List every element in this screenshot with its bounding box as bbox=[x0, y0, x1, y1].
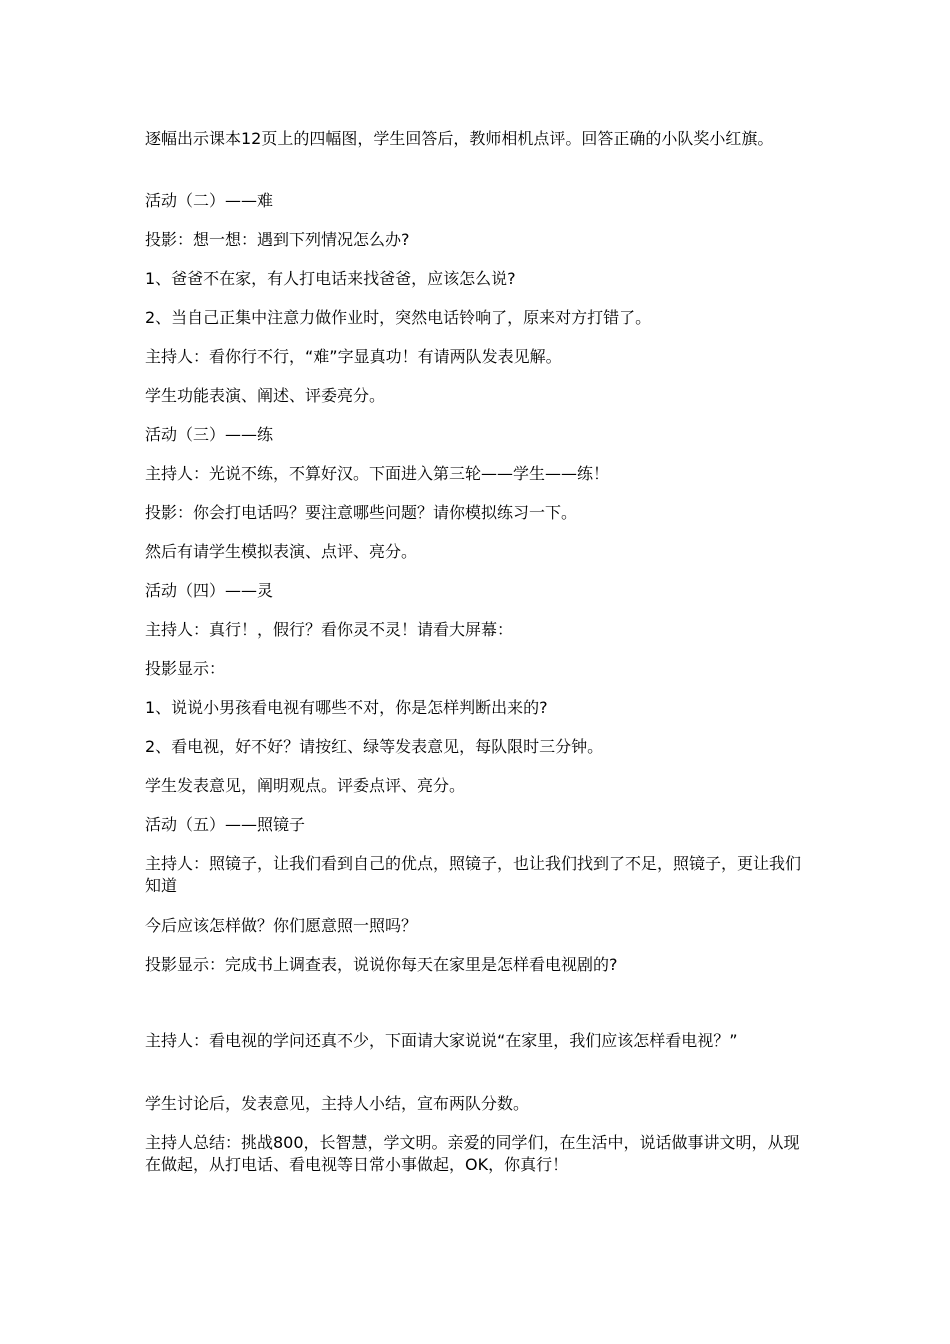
paragraph-student-performance: 学生功能表演、阐述、评委亮分。 bbox=[145, 386, 386, 405]
paragraph-projection-display: 投影显示： bbox=[145, 659, 226, 678]
paragraph-student-opinion: 学生发表意见，阐明观点。评委点评、亮分。 bbox=[145, 776, 466, 795]
list-item-2: 2、当自己正集中注意力做作业时，突然电话铃响了，原来对方打错了。 bbox=[145, 308, 652, 327]
heading-activity-2: 活动（二）——难 bbox=[145, 191, 274, 210]
paragraph-textbook-images: 逐幅出示课本12页上的四幅图，学生回答后，教师相机点评。回答正确的小队奖小红旗。 bbox=[145, 129, 774, 148]
paragraph-host-screen: 主持人：真行！，假行？看你灵不灵！请看大屏幕： bbox=[145, 620, 514, 639]
heading-activity-5: 活动（五）——照镜子 bbox=[145, 815, 306, 834]
paragraph-host-summary: 主持人总结：挑战800，长智慧，学文明。亲爱的同学们，在生活中，说话做事讲文明，从现在做起，从打电话、看电视等日常小事做起，OK，你真行！ bbox=[145, 1133, 800, 1174]
paragraph-student-discussion: 学生讨论后，发表意见，主持人小结，宣布两队分数。 bbox=[145, 1094, 530, 1113]
paragraph-host-practice: 主持人：光说不练，不算好汉。下面进入第三轮——学生——练！ bbox=[145, 464, 610, 483]
list-item-tv-2: 2、看电视，好不好？请按红、绿等发表意见，每队限时三分钟。 bbox=[145, 737, 604, 756]
paragraph-host-tv-knowledge: 主持人：看电视的学问还真不少，下面请大家说说“在家里，我们应该怎样看电视？” bbox=[145, 1031, 738, 1050]
paragraph-projection-phone: 投影：你会打电话吗？要注意哪些问题？请你模拟练习一下。 bbox=[145, 503, 578, 522]
paragraph-future: 今后应该怎样做？你们愿意照一照吗？ bbox=[145, 916, 418, 935]
paragraph-host-mirror: 主持人：照镜子，让我们看到自己的优点，照镜子，也让我们找到了不足，照镜子，更让我们知道 bbox=[145, 854, 802, 895]
heading-activity-3: 活动（三）——练 bbox=[145, 425, 274, 444]
heading-activity-4: 活动（四）——灵 bbox=[145, 581, 274, 600]
paragraph-projection-survey: 投影显示：完成书上调查表，说说你每天在家里是怎样看电视剧的? bbox=[145, 955, 618, 974]
list-item-1: 1、爸爸不在家，有人打电话来找爸爸，应该怎么说? bbox=[145, 269, 516, 288]
paragraph-projection-think: 投影：想一想：遇到下列情况怎么办? bbox=[145, 230, 410, 249]
list-item-tv-1: 1、说说小男孩看电视有哪些不对，你是怎样判断出来的? bbox=[145, 698, 548, 717]
paragraph-host-difficult: 主持人：看你行不行，“难”字显真功！有请两队发表见解。 bbox=[145, 347, 562, 366]
paragraph-student-simulation: 然后有请学生模拟表演、点评、亮分。 bbox=[145, 542, 418, 561]
